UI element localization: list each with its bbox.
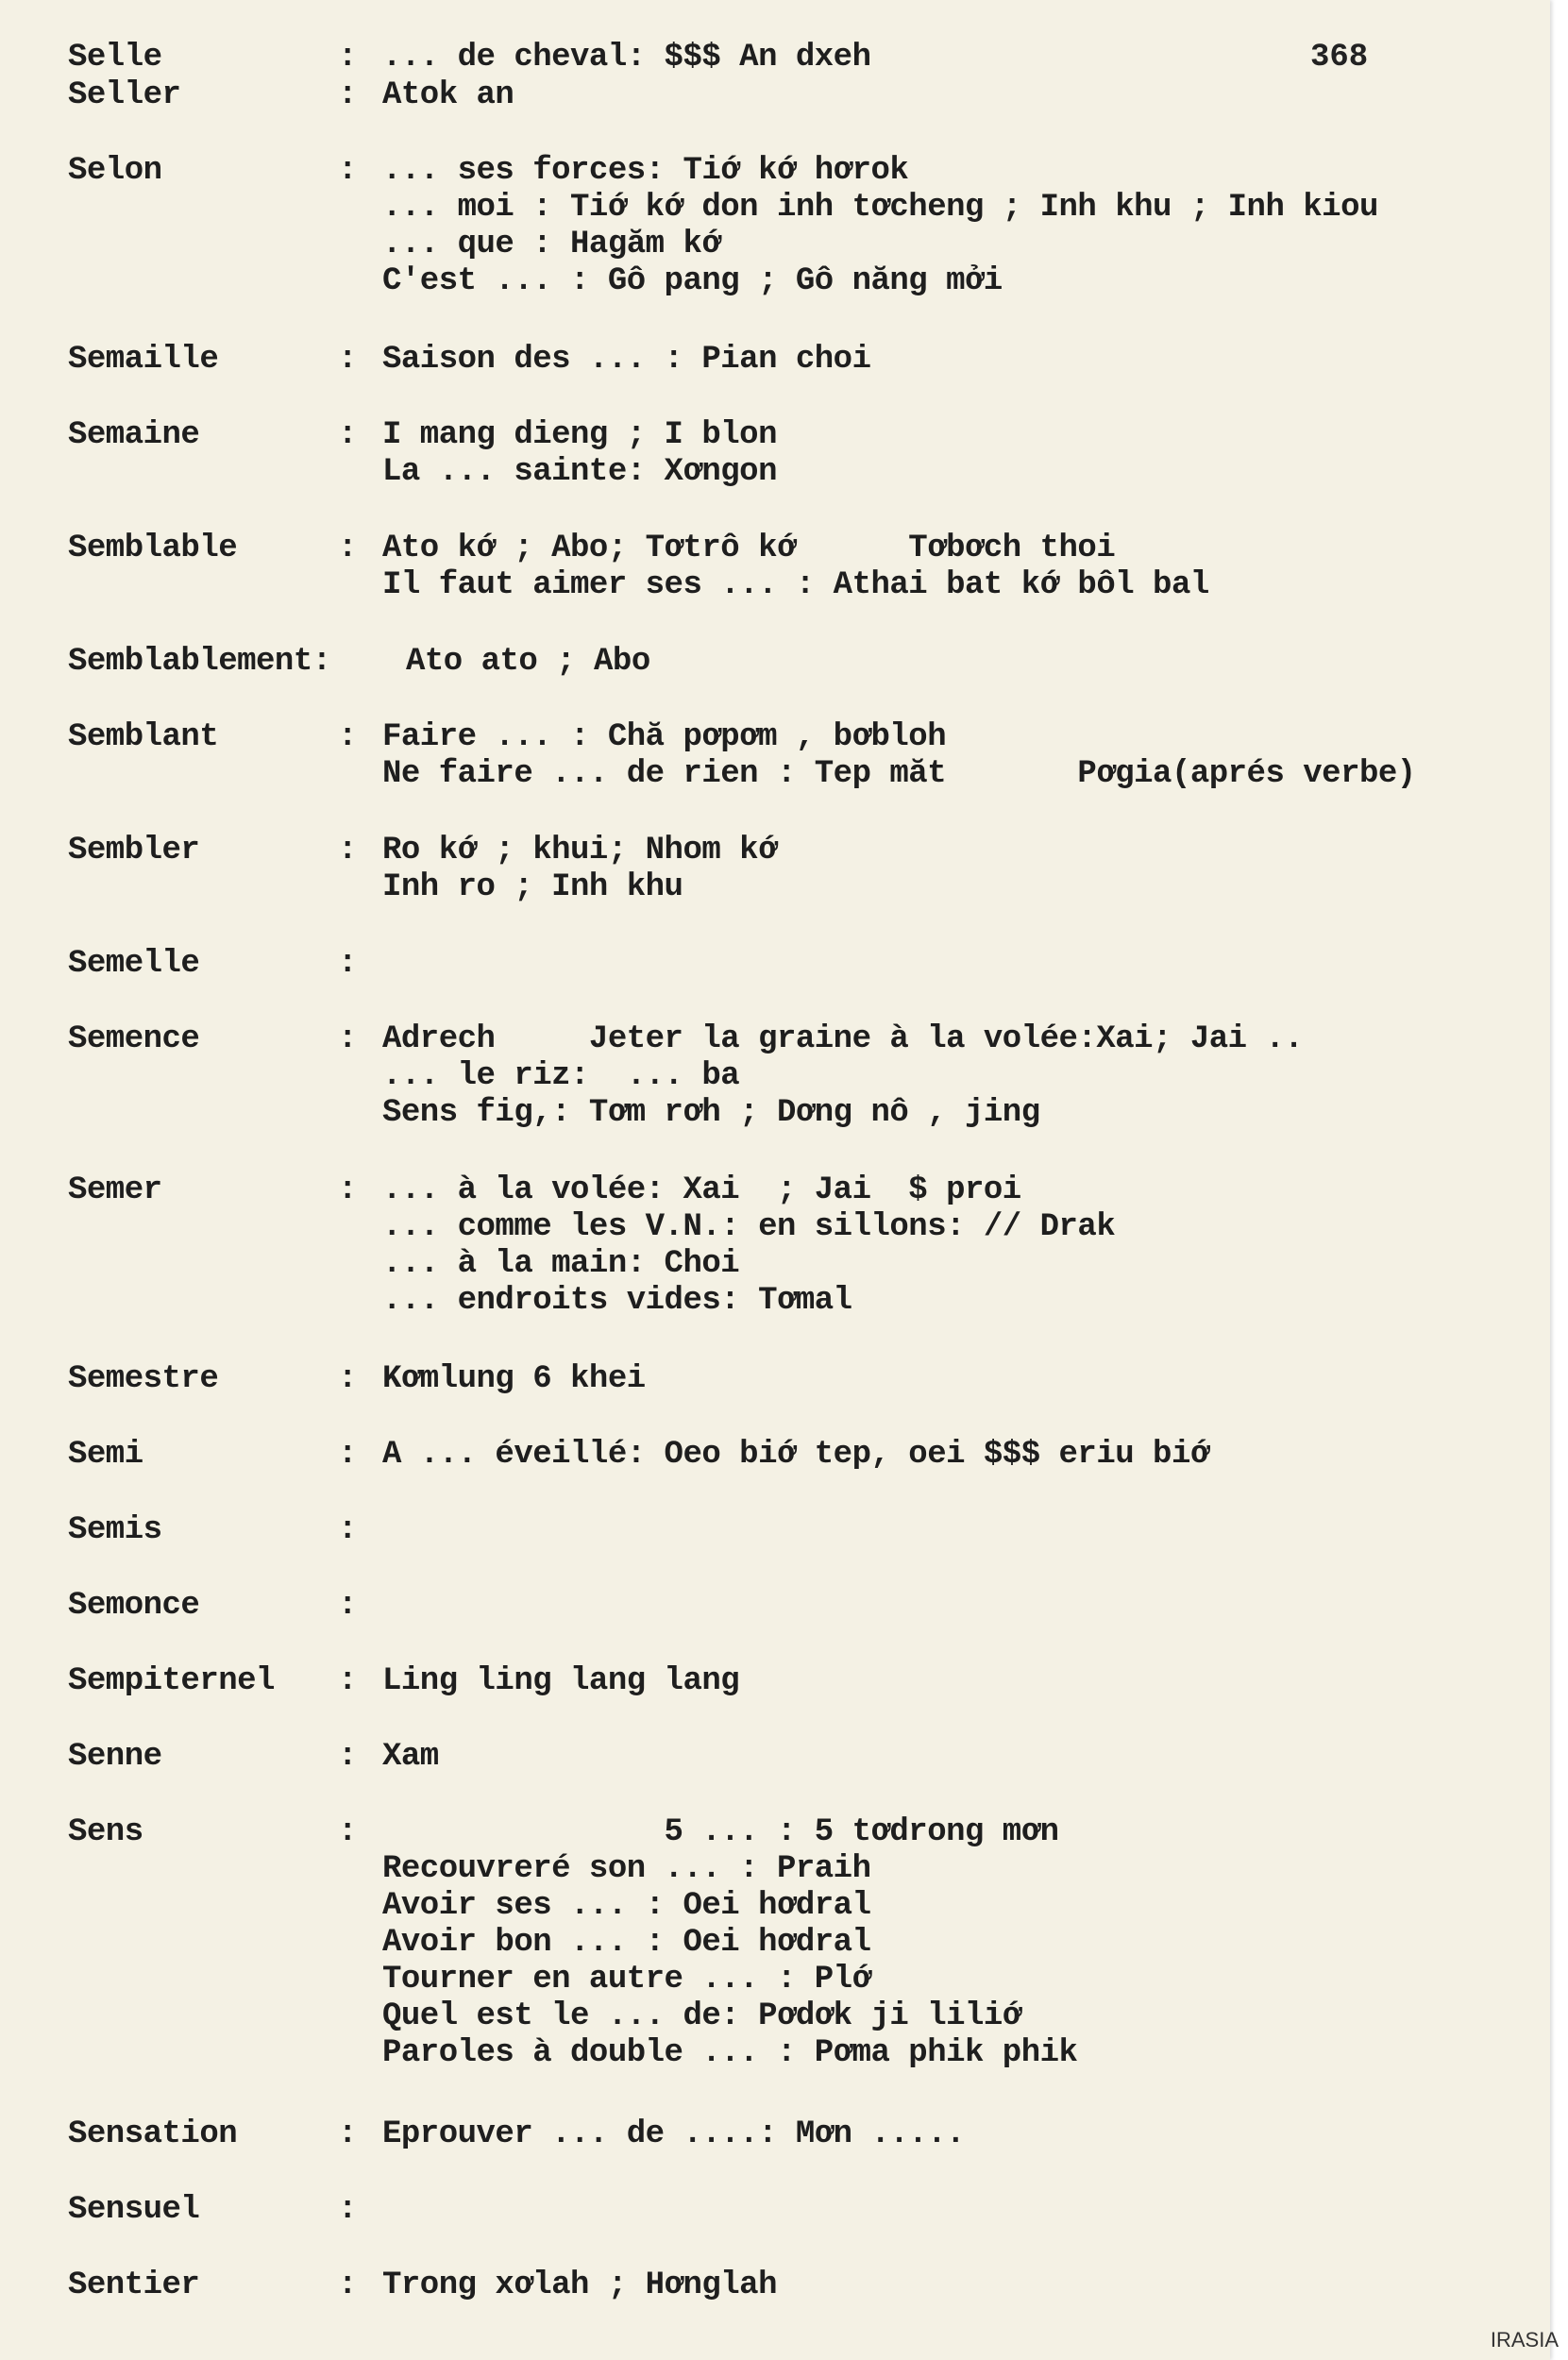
entry-term: Seller [68, 77, 181, 113]
entry-colon: : [338, 719, 358, 755]
entry-colon: : [338, 2116, 358, 2152]
entry-colon: : [338, 1814, 358, 1850]
entry-term: Semaille [68, 342, 219, 378]
entry-definition-line: C'est ... : Gô pang ; Gô năng mởi [382, 263, 1003, 299]
entry-definition-line: Adrech Jeter la graine à la volée:Xai; Jai .. [382, 1021, 1304, 1057]
entry-definition-line: ... endroits vides: Tơmal [382, 1283, 852, 1319]
entry-definition-line: Il faut aimer ses ... : Athai bat kớ bôl bal [382, 567, 1209, 603]
entry-term: Sens [68, 1814, 143, 1850]
entry-term: Selle [68, 40, 162, 76]
entry-colon: : [338, 40, 358, 76]
entry-definition-line: Avoir bon ... : Oei hơdral [382, 1925, 871, 1961]
entry-term: Semonce [68, 1588, 200, 1624]
entry-colon: : [338, 946, 358, 982]
entry-definition-line: Kơmlung 6 khei [382, 1361, 646, 1397]
entry-definition-line: Eprouver ... de ....: Mơn ..... [382, 2116, 966, 2152]
entry-definition-line: Saison des ... : Pian choi [382, 342, 871, 378]
entry-colon: : [338, 342, 358, 378]
entry-term: Sensuel [68, 2192, 200, 2228]
entry-definition-line: Avoir ses ... : Oei hơdral [382, 1888, 871, 1924]
entry-colon: : [338, 833, 358, 868]
entry-term: Sembler [68, 833, 200, 868]
entry-colon: : [338, 1172, 358, 1208]
entry-term: Semaine [68, 417, 200, 453]
entry-definition-line: ... ses forces: Tiớ kớ hơrok [382, 153, 909, 189]
entry-definition-line: ... moi : Tiớ kớ don inh tơcheng ; Inh khu ; Inh kiou [382, 190, 1378, 226]
entry-colon: : [338, 77, 358, 113]
entry-term: Semence [68, 1021, 200, 1057]
entry-term: Semelle [68, 946, 200, 982]
entry-term: Sentier [68, 2267, 200, 2303]
entry-definition-line: A ... éveillé: Oeo biớ tep, oei $$$ eriu biớ [382, 1437, 1209, 1473]
entry-term: Sensation [68, 2116, 238, 2152]
entry-term: Sempiternel [68, 1663, 275, 1699]
entry-definition-line: Ling ling lang lang [382, 1663, 740, 1699]
entry-term: Semer [68, 1172, 162, 1208]
entry-colon: : [338, 2267, 358, 2303]
entry-definition-line: Faire ... : Chă pơpơm , bơbloh [382, 719, 947, 755]
entry-colon: : [338, 1663, 358, 1699]
entry-colon: : [338, 417, 358, 453]
entry-definition-line: ... que : Hagăm kớ [382, 227, 721, 262]
entry-term: Semblant [68, 719, 219, 755]
entry-definition-line: La ... sainte: Xơngon [382, 454, 777, 490]
entry-term: Semis [68, 1512, 162, 1548]
entry-definition-line: Sens fig,: Tơm rơh ; Dơng nô , jing [382, 1095, 1040, 1131]
entry-definition-line: Inh ro ; Inh khu [382, 869, 683, 905]
entry-definition-line: Ato kớ ; Abo; Tơtrô kớ Tơbơch thoi [382, 531, 1116, 566]
entry-definition-line: 5 ... : 5 tơdrong mơn [382, 1814, 1059, 1850]
entry-definition-line: Recouvreré son ... : Praih [382, 1851, 871, 1887]
entry-colon: : [338, 1437, 358, 1473]
entry-term: Semi [68, 1437, 143, 1473]
page-number: 368 [1310, 40, 1369, 76]
watermark: IRASIA [1490, 2328, 1559, 2352]
entry-definition-line: Ato ato ; Abo [406, 644, 650, 680]
entry-definition-line: Xam [382, 1739, 439, 1775]
entry-definition-line: ... à la main: Choi [382, 1246, 740, 1282]
entry-definition-line: Atok an [382, 77, 514, 113]
entry-definition-line: Ne faire ... de rien : Tep măt Pơgia(aprés verbe) [382, 756, 1416, 792]
entry-term: Selon [68, 153, 162, 189]
entry-colon: : [338, 531, 358, 566]
entry-colon: : [338, 1588, 358, 1624]
entry-definition-line: ... le riz: ... ba [382, 1058, 740, 1094]
entry-definition-line: Paroles à double ... : Pơma phik phik [382, 2035, 1078, 2071]
entry-colon: : [338, 1361, 358, 1397]
entry-term: Semblablement: [68, 644, 331, 680]
entry-definition-line: ... de cheval: $$$ An dxeh [382, 40, 871, 76]
entry-definition-line: Quel est le ... de: Pơdơk ji liliớ [382, 1998, 1021, 2034]
entry-colon: : [338, 1021, 358, 1057]
entry-definition-line: ... comme les V.N.: en sillons: // Drak [382, 1209, 1116, 1245]
entry-colon: : [338, 2192, 358, 2228]
entry-colon: : [338, 1512, 358, 1548]
entry-definition-line: Trong xơlah ; Hơnglah [382, 2267, 777, 2303]
entry-colon: : [338, 1739, 358, 1775]
entry-definition-line: Ro kớ ; khui; Nhom kớ [382, 833, 777, 868]
entry-definition-line: Tourner en autre ... : Plớ [382, 1962, 871, 1998]
entry-term: Semblable [68, 531, 238, 566]
entry-term: Semestre [68, 1361, 219, 1397]
entry-definition-line: I mang dieng ; I blon [382, 417, 777, 453]
entry-colon: : [338, 153, 358, 189]
entry-definition-line: ... à la volée: Xai ; Jai $ proi [382, 1172, 1021, 1208]
entry-term: Senne [68, 1739, 162, 1775]
